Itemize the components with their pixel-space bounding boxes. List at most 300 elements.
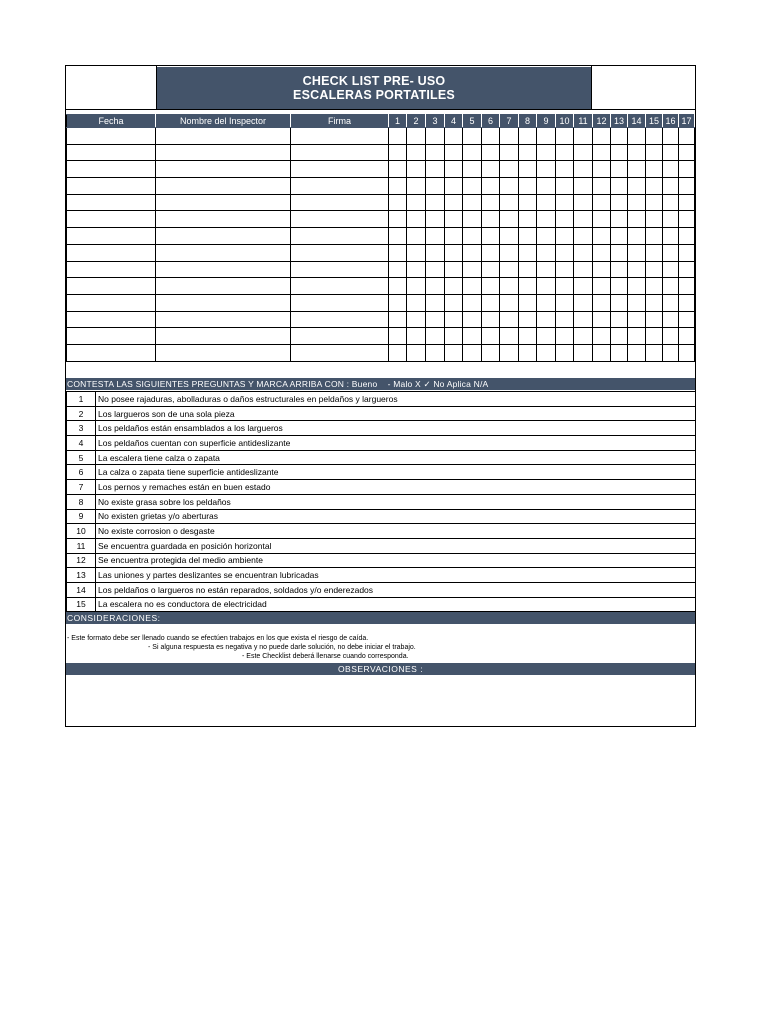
item-check-cell[interactable] (663, 261, 679, 278)
item-check-cell[interactable] (679, 144, 695, 161)
item-check-cell[interactable] (426, 144, 445, 161)
item-check-cell[interactable] (593, 161, 611, 178)
item-check-cell[interactable] (500, 194, 519, 211)
item-check-cell[interactable] (389, 328, 407, 345)
item-check-cell[interactable] (663, 211, 679, 228)
fecha-cell[interactable] (67, 144, 156, 161)
item-check-cell[interactable] (389, 294, 407, 311)
inspector-cell[interactable] (156, 161, 291, 178)
item-check-cell[interactable] (519, 278, 537, 295)
item-check-cell[interactable] (537, 311, 556, 328)
item-check-cell[interactable] (646, 161, 663, 178)
item-check-cell[interactable] (663, 344, 679, 361)
item-check-cell[interactable] (463, 211, 482, 228)
inspector-cell[interactable] (156, 211, 291, 228)
fecha-cell[interactable] (67, 261, 156, 278)
item-check-cell[interactable] (519, 261, 537, 278)
item-check-cell[interactable] (574, 311, 593, 328)
fecha-cell[interactable] (67, 228, 156, 245)
item-check-cell[interactable] (679, 344, 695, 361)
question-row (67, 509, 696, 524)
question-row (67, 436, 696, 451)
firma-cell[interactable] (291, 294, 389, 311)
item-check-cell[interactable] (500, 128, 519, 145)
item-check-cell[interactable] (663, 278, 679, 295)
inspector-cell[interactable] (156, 244, 291, 261)
item-check-cell[interactable] (389, 144, 407, 161)
item-check-cell[interactable] (663, 178, 679, 195)
firma-cell[interactable] (291, 228, 389, 245)
firma-cell[interactable] (291, 311, 389, 328)
item-check-cell[interactable] (574, 144, 593, 161)
item-check-cell[interactable] (463, 161, 482, 178)
item-check-cell[interactable] (611, 294, 628, 311)
inspector-cell[interactable] (156, 128, 291, 145)
item-check-cell[interactable] (407, 161, 426, 178)
item-check-cell[interactable] (628, 194, 646, 211)
item-check-cell[interactable] (611, 311, 628, 328)
item-check-cell[interactable] (519, 211, 537, 228)
item-check-cell[interactable] (389, 128, 407, 145)
item-check-cell[interactable] (646, 211, 663, 228)
item-check-cell[interactable] (407, 328, 426, 345)
item-check-cell[interactable] (519, 311, 537, 328)
item-check-cell[interactable] (663, 311, 679, 328)
item-check-cell[interactable] (426, 261, 445, 278)
item-check-cell[interactable] (593, 278, 611, 295)
item-check-cell[interactable] (593, 178, 611, 195)
fecha-cell[interactable] (67, 328, 156, 345)
item-check-cell[interactable] (463, 328, 482, 345)
item-check-cell[interactable] (445, 311, 463, 328)
inspector-cell[interactable] (156, 144, 291, 161)
item-check-cell[interactable] (679, 328, 695, 345)
item-check-cell[interactable] (679, 211, 695, 228)
item-check-cell[interactable] (463, 144, 482, 161)
item-check-cell[interactable] (445, 161, 463, 178)
item-check-cell[interactable] (407, 344, 426, 361)
item-check-cell[interactable] (679, 244, 695, 261)
item-check-cell[interactable] (500, 278, 519, 295)
item-check-cell[interactable] (679, 161, 695, 178)
log-row (67, 228, 695, 245)
item-check-cell[interactable] (445, 144, 463, 161)
item-check-cell[interactable] (646, 261, 663, 278)
item-check-cell[interactable] (500, 294, 519, 311)
item-check-cell[interactable] (407, 278, 426, 295)
item-check-cell[interactable] (389, 228, 407, 245)
item-check-cell[interactable] (519, 294, 537, 311)
item-check-cell[interactable] (611, 144, 628, 161)
item-check-cell[interactable] (407, 178, 426, 195)
question-number: 7 (67, 480, 96, 495)
item-check-cell[interactable] (519, 128, 537, 145)
item-check-cell[interactable] (556, 144, 574, 161)
item-check-cell[interactable] (519, 244, 537, 261)
item-check-cell[interactable] (593, 311, 611, 328)
item-check-cell[interactable] (389, 211, 407, 228)
item-check-cell[interactable] (519, 194, 537, 211)
item-check-cell[interactable] (445, 228, 463, 245)
item-check-cell[interactable] (445, 194, 463, 211)
fecha-cell[interactable] (67, 244, 156, 261)
instruction-prefix: CONTESTA LAS SIGUIENTES PREGUNTAS Y MARCA ARRIBA CON : Bueno (67, 379, 378, 389)
item-check-cell[interactable] (556, 261, 574, 278)
item-check-cell[interactable] (389, 261, 407, 278)
item-check-cell[interactable] (389, 278, 407, 295)
item-check-cell[interactable] (426, 161, 445, 178)
item-check-cell[interactable] (646, 144, 663, 161)
item-check-cell[interactable] (556, 328, 574, 345)
item-check-cell[interactable] (556, 244, 574, 261)
item-check-cell[interactable] (426, 278, 445, 295)
item-check-cell[interactable] (482, 278, 500, 295)
item-check-cell[interactable] (426, 311, 445, 328)
item-check-cell[interactable] (679, 278, 695, 295)
item-check-cell[interactable] (482, 161, 500, 178)
fecha-cell[interactable] (67, 294, 156, 311)
item-check-cell[interactable] (611, 194, 628, 211)
item-check-cell[interactable] (556, 294, 574, 311)
item-check-cell[interactable] (574, 344, 593, 361)
item-check-cell[interactable] (646, 344, 663, 361)
item-check-cell[interactable] (426, 194, 445, 211)
inspector-cell[interactable] (156, 294, 291, 311)
item-check-cell[interactable] (482, 211, 500, 228)
item-check-cell[interactable] (445, 178, 463, 195)
item-check-cell[interactable] (500, 178, 519, 195)
item-check-cell[interactable] (389, 244, 407, 261)
item-check-cell[interactable] (663, 128, 679, 145)
item-check-cell[interactable] (663, 244, 679, 261)
item-check-cell[interactable] (463, 228, 482, 245)
item-check-cell[interactable] (663, 294, 679, 311)
item-check-cell[interactable] (611, 244, 628, 261)
item-check-cell[interactable] (426, 294, 445, 311)
item-check-cell[interactable] (537, 244, 556, 261)
item-check-cell[interactable] (482, 294, 500, 311)
item-check-cell[interactable] (519, 328, 537, 345)
item-check-cell[interactable] (482, 311, 500, 328)
firma-cell[interactable] (291, 328, 389, 345)
item-check-cell[interactable] (679, 311, 695, 328)
item-check-cell[interactable] (556, 228, 574, 245)
item-check-cell[interactable] (556, 211, 574, 228)
item-check-cell[interactable] (519, 161, 537, 178)
item-check-cell[interactable] (628, 144, 646, 161)
item-check-cell[interactable] (628, 311, 646, 328)
item-check-cell[interactable] (556, 128, 574, 145)
inspector-cell[interactable] (156, 311, 291, 328)
item-check-cell[interactable] (646, 228, 663, 245)
firma-cell[interactable] (291, 128, 389, 145)
item-check-cell[interactable] (628, 278, 646, 295)
item-check-cell[interactable] (646, 278, 663, 295)
item-check-cell[interactable] (611, 261, 628, 278)
question-row (67, 465, 696, 480)
item-check-cell[interactable] (574, 211, 593, 228)
item-check-cell[interactable] (426, 228, 445, 245)
inspector-cell[interactable] (156, 261, 291, 278)
item-check-cell[interactable] (593, 194, 611, 211)
question-row (67, 480, 696, 495)
item-check-cell[interactable] (679, 261, 695, 278)
item-check-cell[interactable] (500, 161, 519, 178)
item-check-cell[interactable] (537, 161, 556, 178)
item-check-cell[interactable] (537, 194, 556, 211)
item-check-cell[interactable] (519, 344, 537, 361)
item-check-cell[interactable] (646, 311, 663, 328)
item-check-cell[interactable] (663, 194, 679, 211)
item-check-cell[interactable] (537, 294, 556, 311)
item-check-cell[interactable] (628, 128, 646, 145)
observations-area[interactable] (66, 675, 695, 726)
item-check-cell[interactable] (407, 228, 426, 245)
item-check-cell[interactable] (574, 328, 593, 345)
item-check-cell[interactable] (593, 228, 611, 245)
fecha-cell[interactable] (67, 161, 156, 178)
item-check-cell[interactable] (482, 178, 500, 195)
item-check-cell[interactable] (663, 228, 679, 245)
item-check-cell[interactable] (500, 261, 519, 278)
item-check-cell[interactable] (537, 144, 556, 161)
fecha-cell[interactable] (67, 194, 156, 211)
inspector-cell[interactable] (156, 178, 291, 195)
item-check-cell[interactable] (537, 344, 556, 361)
item-check-cell[interactable] (463, 194, 482, 211)
instruction-na: No Aplica N/A (433, 379, 489, 389)
item-check-cell[interactable] (611, 178, 628, 195)
item-check-cell[interactable] (426, 128, 445, 145)
item-check-cell[interactable] (537, 278, 556, 295)
item-check-cell[interactable] (628, 328, 646, 345)
question-text: No posee rajaduras, abolladuras o daños estructurales en peldaños y largueros (96, 392, 696, 407)
item-check-cell[interactable] (537, 178, 556, 195)
item-check-cell[interactable] (426, 211, 445, 228)
firma-cell[interactable] (291, 261, 389, 278)
item-check-cell[interactable] (463, 344, 482, 361)
fecha-cell[interactable] (67, 128, 156, 145)
item-check-cell[interactable] (611, 128, 628, 145)
item-check-cell[interactable] (679, 128, 695, 145)
item-check-cell[interactable] (611, 344, 628, 361)
item-check-cell[interactable] (537, 261, 556, 278)
inspector-cell[interactable] (156, 194, 291, 211)
item-check-cell[interactable] (407, 144, 426, 161)
log-row (67, 144, 695, 161)
item-check-cell[interactable] (593, 244, 611, 261)
item-check-cell[interactable] (407, 261, 426, 278)
item-check-cell[interactable] (426, 344, 445, 361)
item-check-cell[interactable] (445, 261, 463, 278)
item-check-cell[interactable] (593, 128, 611, 145)
item-check-cell[interactable] (679, 228, 695, 245)
item-check-cell[interactable] (679, 178, 695, 195)
item-check-cell[interactable] (445, 211, 463, 228)
item-check-cell[interactable] (482, 244, 500, 261)
item-check-cell[interactable] (628, 244, 646, 261)
item-check-cell[interactable] (407, 294, 426, 311)
item-check-cell[interactable] (556, 161, 574, 178)
item-check-cell[interactable] (482, 128, 500, 145)
item-check-cell[interactable] (628, 161, 646, 178)
item-check-cell[interactable] (482, 194, 500, 211)
item-check-cell[interactable] (426, 178, 445, 195)
item-check-cell[interactable] (593, 211, 611, 228)
item-check-cell[interactable] (628, 261, 646, 278)
fecha-cell[interactable] (67, 311, 156, 328)
consideration-line-3: - Este Checklist deberá llenarse cuando corresponda. (242, 653, 409, 660)
item-check-cell[interactable] (463, 294, 482, 311)
item-check-cell[interactable] (482, 228, 500, 245)
firma-cell[interactable] (291, 178, 389, 195)
item-check-cell[interactable] (556, 311, 574, 328)
item-check-cell[interactable] (574, 244, 593, 261)
item-check-cell[interactable] (628, 294, 646, 311)
fecha-cell[interactable] (67, 278, 156, 295)
item-check-cell[interactable] (389, 178, 407, 195)
firma-cell[interactable] (291, 244, 389, 261)
consideration-line-1: - Este formato debe ser llenado cuando se efectúen trabajos en los que exista el riesgo de caída. (67, 635, 369, 642)
item-check-cell[interactable] (500, 211, 519, 228)
item-check-cell[interactable] (628, 211, 646, 228)
inspector-cell[interactable] (156, 228, 291, 245)
item-check-cell[interactable] (679, 294, 695, 311)
item-check-cell[interactable] (646, 294, 663, 311)
item-check-cell[interactable] (646, 178, 663, 195)
inspection-log-table (66, 114, 695, 362)
item-check-cell[interactable] (463, 244, 482, 261)
item-check-cell[interactable] (482, 344, 500, 361)
item-check-cell[interactable] (663, 328, 679, 345)
item-check-cell[interactable] (407, 311, 426, 328)
item-check-cell[interactable] (593, 294, 611, 311)
item-check-cell[interactable] (519, 228, 537, 245)
item-check-cell[interactable] (445, 328, 463, 345)
item-check-cell[interactable] (426, 328, 445, 345)
item-check-cell[interactable] (463, 311, 482, 328)
item-check-cell[interactable] (445, 294, 463, 311)
firma-cell[interactable] (291, 194, 389, 211)
firma-cell[interactable] (291, 211, 389, 228)
item-check-cell[interactable] (500, 344, 519, 361)
item-check-cell[interactable] (537, 211, 556, 228)
item-check-cell[interactable] (537, 128, 556, 145)
item-check-cell[interactable] (500, 144, 519, 161)
item-check-cell[interactable] (463, 278, 482, 295)
item-check-cell[interactable] (389, 344, 407, 361)
fecha-cell[interactable] (67, 178, 156, 195)
item-check-cell[interactable] (663, 161, 679, 178)
item-check-cell[interactable] (574, 294, 593, 311)
item-check-cell[interactable] (593, 261, 611, 278)
item-check-cell[interactable] (463, 178, 482, 195)
item-check-cell[interactable] (593, 328, 611, 345)
item-check-cell[interactable] (407, 194, 426, 211)
inspector-cell[interactable] (156, 344, 291, 361)
item-check-cell[interactable] (646, 194, 663, 211)
item-check-cell[interactable] (500, 244, 519, 261)
item-check-cell[interactable] (537, 328, 556, 345)
question-number: 15 (67, 597, 96, 612)
item-check-cell[interactable] (445, 244, 463, 261)
item-check-cell[interactable] (611, 278, 628, 295)
item-check-cell[interactable] (611, 211, 628, 228)
item-check-cell[interactable] (537, 228, 556, 245)
item-check-cell[interactable] (556, 344, 574, 361)
item-check-cell[interactable] (482, 261, 500, 278)
question-text: Los peldaños cuentan con superficie antideslizante (96, 436, 696, 451)
item-check-cell[interactable] (556, 194, 574, 211)
item-check-cell[interactable] (646, 328, 663, 345)
item-check-cell[interactable] (463, 128, 482, 145)
question-row (67, 494, 696, 509)
col-firma: Firma (291, 115, 389, 128)
item-check-cell[interactable] (407, 211, 426, 228)
item-check-cell[interactable] (500, 228, 519, 245)
fecha-cell[interactable] (67, 344, 156, 361)
item-check-cell[interactable] (556, 278, 574, 295)
firma-cell[interactable] (291, 278, 389, 295)
item-check-cell[interactable] (574, 261, 593, 278)
item-check-cell[interactable] (628, 344, 646, 361)
fecha-cell[interactable] (67, 211, 156, 228)
item-check-cell[interactable] (679, 194, 695, 211)
item-check-cell[interactable] (611, 161, 628, 178)
item-check-cell[interactable] (611, 228, 628, 245)
item-check-cell[interactable] (628, 178, 646, 195)
item-check-cell[interactable] (500, 328, 519, 345)
firma-cell[interactable] (291, 144, 389, 161)
item-check-cell[interactable] (463, 261, 482, 278)
item-check-cell[interactable] (519, 144, 537, 161)
item-check-cell[interactable] (482, 328, 500, 345)
item-check-cell[interactable] (574, 194, 593, 211)
item-check-cell[interactable] (593, 344, 611, 361)
item-check-cell[interactable] (389, 161, 407, 178)
item-check-cell[interactable] (574, 278, 593, 295)
item-check-cell[interactable] (500, 311, 519, 328)
item-check-cell[interactable] (628, 228, 646, 245)
item-check-cell[interactable] (663, 144, 679, 161)
item-check-cell[interactable] (482, 144, 500, 161)
item-check-cell[interactable] (646, 244, 663, 261)
item-check-cell[interactable] (574, 228, 593, 245)
item-check-cell[interactable] (445, 344, 463, 361)
col-item-5: 5 (463, 115, 482, 128)
item-check-cell[interactable] (445, 128, 463, 145)
item-check-cell[interactable] (519, 178, 537, 195)
inspector-cell[interactable] (156, 278, 291, 295)
item-check-cell[interactable] (407, 244, 426, 261)
item-check-cell[interactable] (389, 311, 407, 328)
inspector-cell[interactable] (156, 328, 291, 345)
item-check-cell[interactable] (556, 178, 574, 195)
item-check-cell[interactable] (574, 128, 593, 145)
item-check-cell[interactable] (407, 128, 426, 145)
item-check-cell[interactable] (593, 144, 611, 161)
firma-cell[interactable] (291, 161, 389, 178)
item-check-cell[interactable] (646, 128, 663, 145)
item-check-cell[interactable] (574, 178, 593, 195)
item-check-cell[interactable] (389, 194, 407, 211)
col-item-4: 4 (445, 115, 463, 128)
firma-cell[interactable] (291, 344, 389, 361)
item-check-cell[interactable] (426, 244, 445, 261)
item-check-cell[interactable] (611, 328, 628, 345)
item-check-cell[interactable] (445, 278, 463, 295)
item-check-cell[interactable] (574, 161, 593, 178)
